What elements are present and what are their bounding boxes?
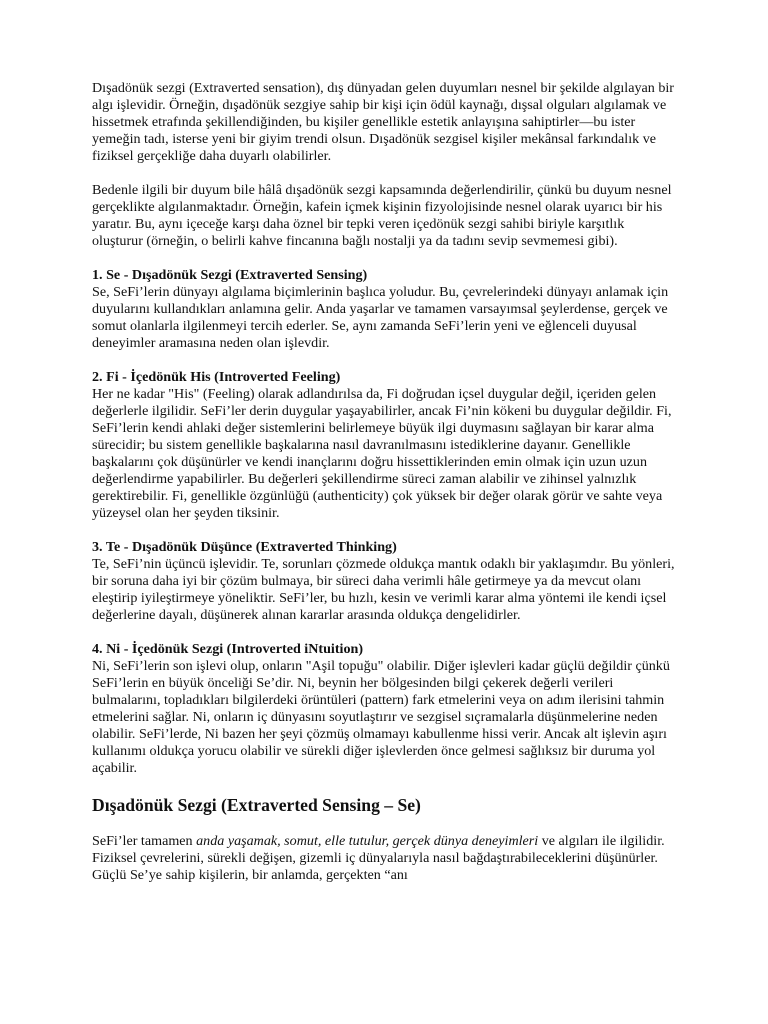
final-paragraph-end: ve algıları ile ilgilidir. Fiziksel çevrelerini, sürekli değişen, gizemli iç dünyalarıyla nasıl bağdaştırabileceklerini düşünürler. Güçlü Se’ye sahip kişilerin, bir anlamda, gerçekten “anı <box>92 833 665 883</box>
section-se <box>92 267 676 352</box>
section-title-se: 1. Se - Dışadönük Sezgi (Extraverted Sensing) <box>92 267 368 283</box>
section-heading-se: Dışadönük Sezgi (Extraverted Sensing – Se) <box>92 795 421 815</box>
final-paragraph-italic: anda yaşamak, somut, elle tutulur, gerçek dünya deneyimleri <box>196 833 539 849</box>
section-title-ni: 4. Ni - İçedönük Sezgi (Introverted iNtuition) <box>92 641 364 657</box>
section-ni <box>92 641 676 777</box>
section-title-te: 3. Te - Dışadönük Düşünce (Extraverted Thinking) <box>92 539 397 555</box>
section-title-fi: 2. Fi - İçedönük His (Introverted Feeling) <box>92 369 341 385</box>
intro-paragraph-2: Bedenle ilgili bir duyum bile hâlâ dışadönük sezgi kapsamında değerlendirilir, çünkü bu duyum nesnel gerçeklikte algılanmaktadır. Örneğin, kafein içmek kişinin fizyolojisinde nesnel olarak uyarıcı bir his yaratır. Bu, aynı içeceğe karşı daha öznel bir tepki veren içedönük sezgi sahibi biriyle karşıtlık oluşturur (örneğin, o belirli kahve fincanına bağlı nostalji ya da tadını sevip sevmemesi gibi). <box>92 182 672 249</box>
final-paragraph <box>92 833 676 884</box>
section-body-fi: Her ne kadar "His" (Feeling) olarak adlandırılsa da, Fi doğrudan içsel duygular değil, içeriden gelen değerlerle ilgilidir. SeFi’ler derin duygular yaşayabilirler, ancak Fi’nin kökeni bu duygular değildir. Fi, SeFi’lerin kendi ahlaki değer sistemlerini belirlemeye büyük ilgi duymasını sağlayan bir karar alma sürecidir; bu sistem genellikle başkalarına nasıl davranılmasını istediklerine dayanır. Genellikle başkalarını çok düşünürler ve kendi inançlarını doğru hissettiklerinden emin olmak için uzun uzun değerlendirme yapabilirler. Bu değerleri şekillendirme süreci zaman alabilir ve zihinsel yalnızlık gerektirebilir. Fi, genellikle özgünlüğü (authenticity) çok yüksek bir değer olarak görür ve sahte veya yüzeysel olan her şeyden tiksinir. <box>92 386 672 521</box>
intro-paragraph-1: Dışadönük sezgi (Extraverted sensation), dış dünyadan gelen duyumları nesnel bir şekilde algılayan bir algı işlevidir. Örneğin, dışadönük sezgiye sahip bir kişi için ödül kaynağı, dışsal olguları algılamak ve hissetmek etrafında şekillendiğinden, bu kişiler genellikle estetik anlayışına sahiptirler—bu ister yemeğin tadı, isterse yeni bir giyim trendi olsun. Dışadönük sezgisel kişiler mekânsal farkındalık ve fiziksel gerçekliğe daha duyarlı olabilirler. <box>92 80 674 164</box>
section-body-te: Te, SeFi’nin üçüncü işlevidir. Te, sorunları çözmede oldukça mantık odaklı bir yaklaşımdır. Bu yönleri, bir soruna daha iyi bir çözüm bulmaya, bir süreci daha verimli hâle getirmeye ya da mevcut olanı eleştirip iyileştirmeye yöneliktir. SeFi’ler, bu hızlı, kesin ve verimli karar alma yöntemi ile kendi içsel değerlerine dayalı, düşünerek alınan kararlar arasında oldukça dengelidirler. <box>92 556 675 623</box>
section-te <box>92 539 676 624</box>
section-body-se: Se, SeFi’lerin dünyayı algılama biçimlerinin başlıca yoludur. Bu, çevrelerindeki dünyayı anlamak için duyularını kullandıkları anlamına gelir. Anda yaşarlar ve tamamen varsayımsal şeylerdense, gerçek ve somut olanlarla ilgilenmeyi tercih ederler. Se, aynı zamanda SeFi’lerin yeni ve eğlenceli duyusal deneyimler aramasına neden olan işlevdir. <box>92 284 669 351</box>
section-body-ni: Ni, SeFi’lerin son işlevi olup, onların "Aşil topuğu" olabilir. Diğer işlevleri kadar güçlü değildir çünkü SeFi’lerin en büyük önceliği Se’dir. Ni, beynin her bölgesinden bilgi çekerek değerli verileri bulmalarını, topladıkları bilgilerdeki örüntüleri (pattern) fark etmelerini veya on adım ilerisini tahmin etmelerini sağlar. Ni, onların iç dünyasını soyutlaştırır ve sezgisel sıçramalarla düşünmelerine neden olabilir. SeFi’lerde, Ni bazen her şeyi çözmüş olmamayı kabullenme hissi verir. Ancak alt işlevin aşırı kullanımı oldukça yorucu olabilir ve sürekli diğer işlevlerden önce gelmesi sağlıksız bir duruma yol açabilir. <box>92 658 670 776</box>
final-paragraph-start: SeFi’ler tamamen <box>92 833 197 849</box>
section-fi <box>92 369 676 522</box>
